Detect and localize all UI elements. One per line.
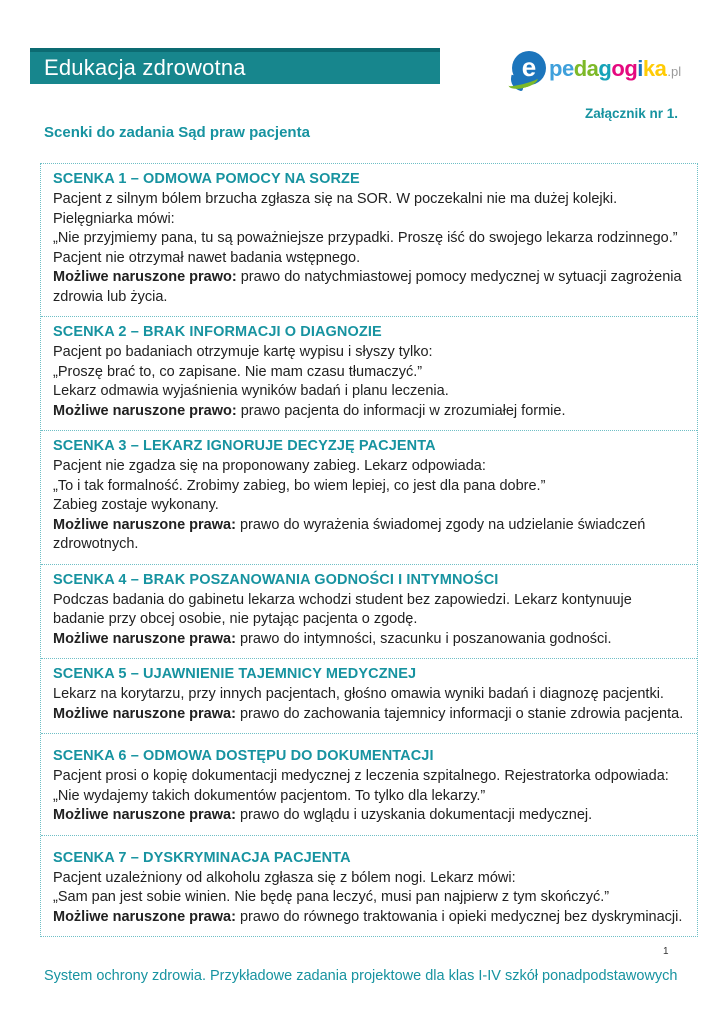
logo-letter: g: [598, 56, 612, 82]
scenka-title: SCENKA 2 – BRAK INFORMACJI O DIAGNOZIE: [53, 324, 382, 340]
scenario-paragraph: Pacjent uzależniony od alkoholu zgłasza się z bólem nogi. Lekarz mówi:: [53, 869, 516, 886]
scenka-section-4: [41, 564, 697, 659]
rights-label: Możliwe naruszone prawa:: [53, 630, 236, 647]
scenario-paragraph: Lekarz na korytarzu, przy innych pacjentach, głośno omawia wyniki badań i diagnozę pacjentki.: [53, 686, 664, 702]
page-title: Edukacja zdrowotna: [44, 55, 246, 80]
logo-letter: p: [549, 56, 562, 82]
epedagogika-logo: [512, 45, 681, 85]
logo-letter: d: [573, 56, 587, 82]
logo-domain-suffix: .pl: [667, 64, 682, 80]
rights-text: prawo do wglądu i uzyskania dokumentacji medycznej.: [239, 807, 593, 823]
attachment-label: Załącznik nr 1.: [584, 106, 678, 121]
violated-rights-line: [53, 630, 685, 650]
violated-rights-line: [53, 516, 685, 555]
document-subtitle: Scenki do zadania Sąd praw pacjenta: [44, 124, 310, 141]
scenario-paragraph: Pacjent nie otrzymał nawet badania wstępnego.: [53, 249, 361, 266]
rights-text: prawo do równego traktowania i opieki medycznej bez dyskryminacji.: [239, 908, 683, 925]
rights-label: Możliwe naruszone prawa:: [53, 705, 236, 722]
logo-letter: k: [642, 56, 655, 82]
scenario-paragraph: Pacjent z silnym bólem brzucha zgłasza się na SOR. W poczekalni nie ma dużej kolejki. Pielęgniarka mówi:: [53, 191, 618, 227]
logo-letter: a: [654, 56, 667, 82]
scenario-quote: „Sam pan jest sobie winien. Nie będę pana leczyć, musi pan najpierw z tym skończyć.”: [53, 889, 610, 905]
rights-text: prawo do intymności, szacunku i poszanowania godności.: [239, 630, 612, 647]
violated-rights-line: [53, 402, 685, 422]
scenka-section-1: [41, 164, 697, 316]
rights-label: Możliwe naruszone prawo:: [53, 269, 237, 285]
scenario-paragraph: Pacjent nie zgadza się na proponowany zabieg. Lekarz odpowiada:: [53, 458, 486, 474]
violated-rights-line: [53, 268, 685, 307]
header-banner: [30, 48, 440, 84]
scenario-quote: „Nie wydajemy takich dokumentów pacjentom. To tylko dla lekarzy.”: [53, 787, 486, 804]
scenka-title: SCENKA 6 – ODMOWA DOSTĘPU DO DOKUMENTACJI: [53, 748, 434, 764]
scenka-section-3: [41, 430, 697, 564]
rights-text: prawo pacjenta do informacji w zrozumiałej formie.: [240, 402, 566, 419]
logo-e-letter: e: [521, 52, 537, 82]
logo-wordmark: [549, 54, 681, 85]
scenka-title: SCENKA 4 – BRAK POSZANOWANIA GODNOŚCI I INTYMNOŚCI: [53, 571, 499, 588]
footer-note: System ochrony zdrowia. Przykładowe zadania projektowe dla klas I-IV szkół ponadpodstawowych: [44, 968, 678, 984]
logo-letter: o: [611, 56, 625, 82]
rights-label: Możliwe naruszone prawa:: [53, 807, 236, 823]
rights-label: Możliwe naruszone prawo:: [53, 402, 237, 419]
scenario-paragraph: Zabieg zostaje wykonany.: [53, 497, 219, 513]
violated-rights-line: [53, 806, 685, 826]
scenario-paragraph: Podczas badania do gabinetu lekarza wchodzi student bez zapowiedzi. Lekarz kontynuuje badanie przy obcej osobie, nie pytając pacjenta o zgodę.: [53, 591, 632, 627]
scenka-title: SCENKA 5 – UJAWNIENIE TAJEMNICY MEDYCZNEJ: [53, 666, 417, 682]
logo-letter: g: [624, 56, 638, 82]
rights-text: prawo do natychmiastowej pomocy medycznej w sytuacji zagrożenia zdrowia lub życia.: [53, 269, 682, 305]
rights-label: Możliwe naruszone prawa:: [53, 908, 236, 925]
scenarios-container: [40, 163, 698, 937]
logo-letter: a: [586, 56, 599, 82]
scenka-title: SCENKA 3 – LEKARZ IGNORUJE DECYZJĘ PACJENTA: [53, 438, 436, 454]
logo-letter: e: [561, 56, 574, 82]
scenka-section-2: [41, 316, 697, 430]
scenario-paragraph: Pacjent po badaniach otrzymuje kartę wypisu i słyszy tylko:: [53, 344, 433, 360]
scenario-quote: „Proszę brać to, co zapisane. Nie mam czasu tłumaczyć.”: [53, 363, 423, 380]
rights-text: prawo do wyrażenia świadomej zgody na udzielanie świadczeń zdrowotnych.: [53, 516, 646, 552]
logo-speech-bubble-icon: [512, 51, 546, 85]
scenka-title: SCENKA 1 – ODMOWA POMOCY NA SORZE: [53, 171, 360, 187]
rights-label: Możliwe naruszone prawa:: [53, 516, 236, 533]
scenka-title: SCENKA 7 – DYSKRYMINACJA PACJENTA: [53, 849, 351, 866]
violated-rights-line: [53, 908, 685, 928]
scenka-section-6: [41, 733, 697, 835]
rights-text: prawo do zachowania tajemnicy informacji o stanie zdrowia pacjenta.: [239, 705, 684, 722]
scenario-paragraph: Lekarz odmawia wyjaśnienia wyników badań i planu leczenia.: [53, 383, 449, 399]
scenario-quote: „To i tak formalność. Zrobimy zabieg, bo wiem lepiej, co jest dla pana dobre.”: [53, 477, 546, 494]
logo-letter: i: [637, 56, 643, 82]
scenka-section-5: [41, 658, 697, 733]
scenario-quote: „Nie przyjmiemy pana, tu są poważniejsze przypadki. Proszę iść do swojego lekarza rodzinnego.”: [53, 230, 678, 246]
scenario-paragraph: Pacjent prosi o kopię dokumentacji medycznej z leczenia szpitalnego. Rejestratorka odpowiada:: [53, 768, 669, 784]
violated-rights-line: [53, 705, 685, 725]
page-number: 1: [663, 946, 669, 957]
scenka-section-7: [41, 835, 697, 937]
